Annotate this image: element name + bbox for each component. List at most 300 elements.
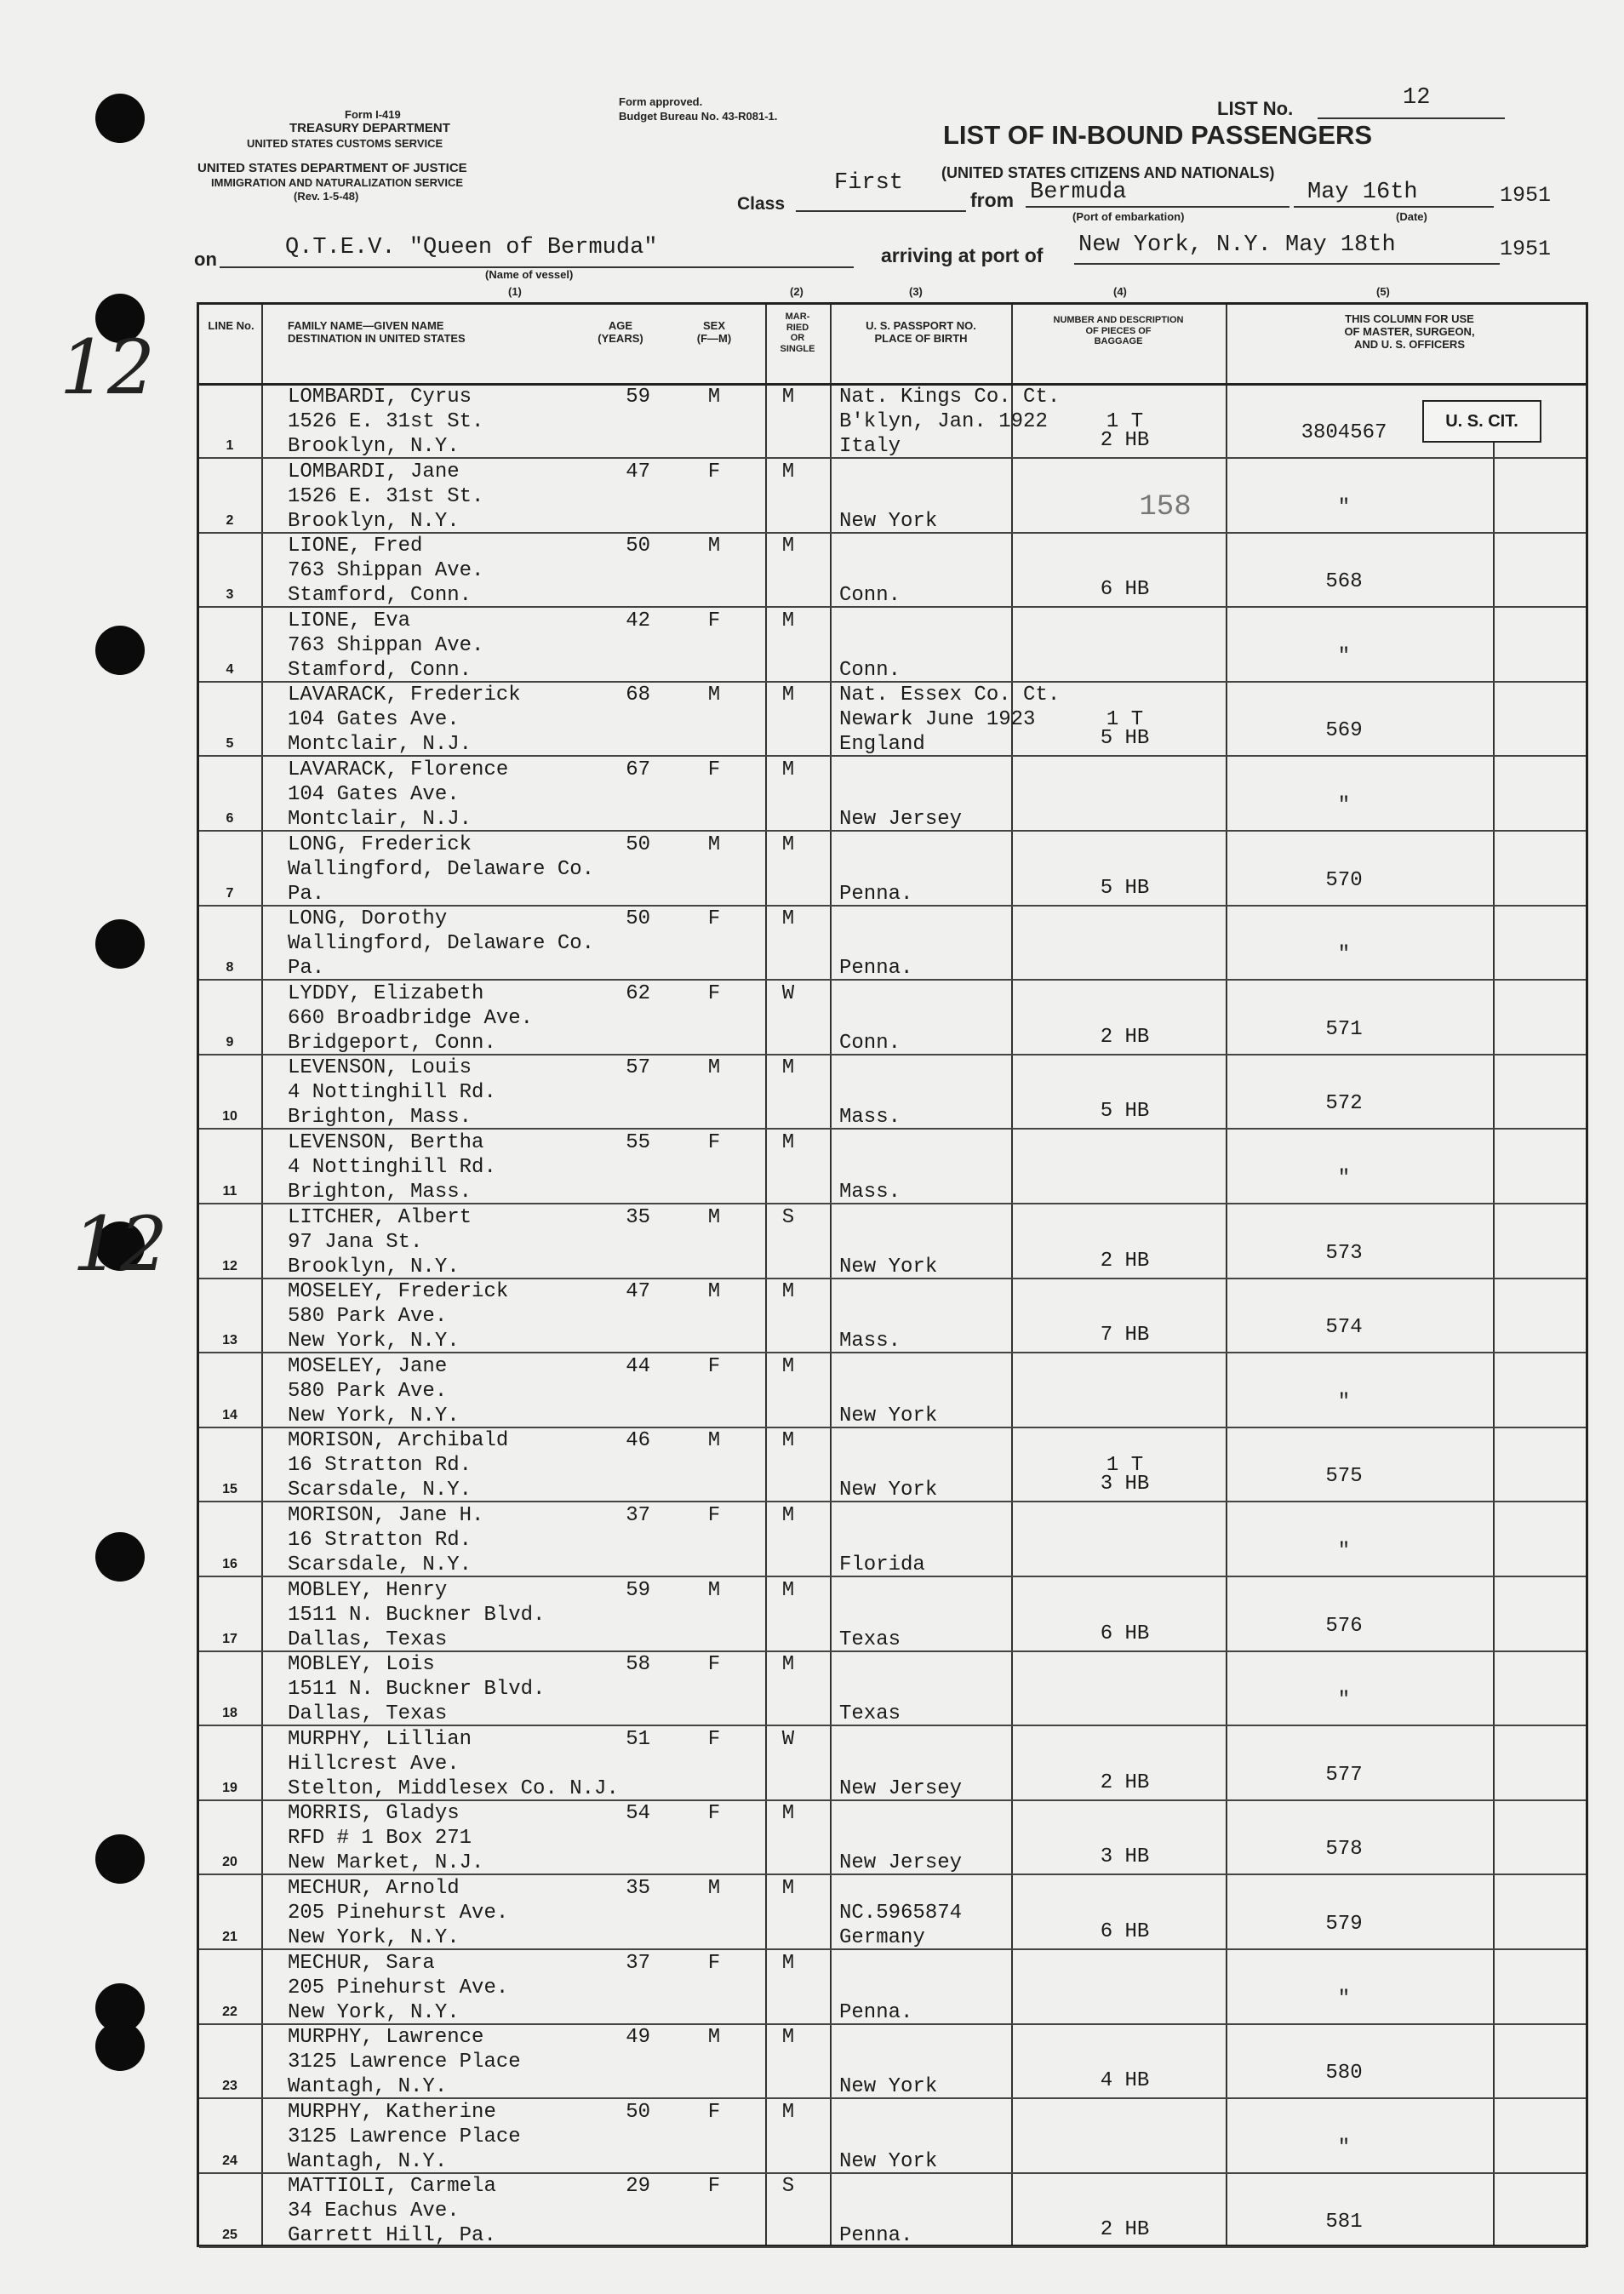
margin-note-list-number: 12 [60,323,155,411]
marital-status: S [781,1205,795,1229]
sex-value: M [707,1429,721,1453]
officer-entry: 568 [1325,570,1363,594]
table-row [199,607,1586,683]
list-no-value: 12 [1403,85,1431,111]
sex-value: F [707,1727,721,1751]
age-value: 50 [626,907,650,931]
treasury-dept: TREASURY DEPARTMENT [289,121,450,135]
street-address: 97 Jana St. [288,1230,423,1254]
passenger-name: MURPHY, Lillian [288,1727,472,1751]
baggage-count: 3 HB [1100,1845,1150,1869]
marital-status: M [781,1951,795,1975]
baggage-count: 2 HB [1100,1249,1150,1273]
street-address: 3125 Lawrence Place [288,2125,521,2148]
sex-value: F [707,460,721,483]
arriving-label: arriving at port of [881,244,1044,266]
baggage-count: 2 HB [1100,1025,1150,1049]
passenger-name: MECHUR, Sara [288,1951,435,1975]
officer-entry: 569 [1325,719,1363,743]
table-row [199,458,1586,534]
from-value: Bermuda [1030,180,1127,205]
destination-city: Pa. [288,882,325,906]
vessel-caption: (Name of vessel) [485,268,574,281]
marital-status: M [781,609,795,632]
officer-entry: 578 [1325,1838,1363,1862]
officer-entry: 3804567 [1301,421,1387,444]
officer-entry: " [1337,495,1351,519]
customs-service: UNITED STATES CUSTOMS SERVICE [247,137,443,150]
table-row [199,1129,1586,1204]
line-number: 14 [222,1407,237,1422]
justice-dept: UNITED STATES DEPARTMENT OF JUSTICE [197,161,467,175]
place-of-birth: New York [839,2149,938,2173]
destination-city: Scarsdale, N.Y. [288,1479,472,1502]
baggage-count: 7 HB [1100,1324,1150,1347]
destination-city: Dallas, Texas [288,1702,448,1726]
departure-year: 1951 [1500,183,1552,208]
sex-value: F [707,1354,721,1378]
marital-status: W [781,1727,795,1751]
passenger-name: MURPHY, Katherine [288,2100,496,2124]
marital-status: M [781,1578,795,1602]
table-row [199,2172,1586,2248]
header-officers: THIS COLUMN FOR USE OF MASTER, SURGEON, AND U. S. OFFICERS [1344,312,1475,351]
age-value: 37 [626,1504,650,1527]
table-row [199,532,1586,608]
date-caption: (Date) [1396,210,1427,223]
line-number: 20 [222,1855,237,1870]
place-of-birth: New York [839,1404,938,1427]
age-value: 59 [626,386,650,409]
officer-entry: 580 [1325,2062,1363,2085]
page-subtitle: (UNITED STATES CITIZENS AND NATIONALS) [941,164,1275,181]
budget-bureau: Budget Bureau No. 43-R081-1. [619,110,778,123]
street-address: 763 Shippan Ave. [288,633,484,657]
officer-entry: " [1337,943,1351,967]
binder-hole [95,94,145,143]
line-number: 15 [222,1482,237,1497]
street-address: Wallingford, Delaware Co. [288,857,595,881]
passenger-name: LONG, Dorothy [288,907,448,931]
passenger-name: LEVENSON, Bertha [288,1131,484,1154]
col-number-5: (5) [1376,285,1390,298]
marital-status: M [781,1877,795,1900]
table-row [199,1353,1586,1428]
table-row [199,1874,1586,1950]
from-label: from [970,189,1015,211]
marital-status: M [781,1056,795,1080]
place-of-birth: Florida [839,1553,925,1576]
age-value: 67 [626,758,650,781]
destination-city: Brooklyn, N.Y. [288,1255,460,1279]
form-number: Form I-419 [345,108,401,121]
line-number: 3 [226,587,234,603]
line-number: 17 [222,1631,237,1646]
marital-status: M [781,1504,795,1527]
age-value: 54 [626,1802,650,1826]
marital-status: M [781,832,795,856]
destination-city: Brighton, Mass. [288,1181,472,1204]
sex-value: M [707,535,721,558]
street-address: 763 Shippan Ave. [288,559,484,583]
sex-value: F [707,2100,721,2124]
line-number: 12 [222,1258,237,1273]
header-sex: SEX (F—M) [696,319,732,345]
marital-status: M [781,1653,795,1677]
marital-status: S [781,2175,795,2199]
arrival-value: New York, N.Y. May 18th [1078,232,1396,258]
table-row [199,1949,1586,2025]
table-row [199,2098,1586,2174]
col-number-4: (4) [1113,285,1127,298]
destination-city: New York, N.Y. [288,1330,460,1353]
marital-status: M [781,460,795,483]
sex-value: M [707,1205,721,1229]
passenger-name: LITCHER, Albert [288,1205,472,1229]
page-title: LIST OF IN-BOUND PASSENGERS [943,120,1373,150]
street-address: 104 Gates Ave. [288,708,460,732]
sex-value: F [707,907,721,931]
place-of-birth: Mass. [839,1330,901,1353]
marital-status: M [781,2100,795,2124]
place-of-birth: Texas [839,1628,901,1651]
baggage-count: 2 HB [1100,429,1150,452]
table-row [199,681,1586,757]
baggage-count: 6 HB [1100,1920,1150,1943]
sex-value: F [707,609,721,632]
street-address: 580 Park Ave. [288,1305,448,1329]
destination-city: Brooklyn, N.Y. [288,509,460,533]
table-header [199,305,1586,386]
table-row [199,1054,1586,1130]
baggage-count: 6 HB [1100,1622,1150,1645]
passenger-name: LOMBARDI, Cyrus [288,386,472,409]
street-address: RFD # 1 Box 271 [288,1827,472,1851]
sex-value: F [707,1951,721,1975]
binder-hole [95,919,145,969]
passport-info: Nat. Essex Co. Ct. [839,684,1061,707]
passport-info: B'klyn, Jan. 1922 [839,410,1048,433]
sex-value: M [707,832,721,856]
class-value: First [834,170,904,196]
passenger-name: MOSELEY, Frederick [288,1280,509,1304]
place-of-birth: Penna. [839,957,913,981]
passenger-name: MORRIS, Gladys [288,1802,460,1826]
street-address: 3125 Lawrence Place [288,2051,521,2074]
line-number: 10 [222,1109,237,1124]
street-address: 205 Pinehurst Ave. [288,1902,509,1925]
age-value: 29 [626,2175,650,2199]
marital-status: M [781,684,795,707]
line-number: 1 [226,438,234,453]
street-address: 205 Pinehurst Ave. [288,1976,509,1999]
destination-city: Brooklyn, N.Y. [288,435,460,458]
header-passport: U. S. PASSPORT NO. PLACE OF BIRTH [866,319,976,345]
street-address: 16 Stratton Rd. [288,1529,472,1552]
vessel-name: Q.T.E.V. "Queen of Bermuda" [285,235,658,260]
officer-entry: 571 [1325,1017,1363,1041]
baggage-count: 1 T [1106,1454,1144,1478]
table-row [199,1799,1586,1875]
age-value: 44 [626,1354,650,1378]
age-value: 62 [626,981,650,1005]
destination-city: Pa. [288,957,325,981]
table-row [199,2023,1586,2099]
passenger-name: MECHUR, Arnold [288,1877,460,1900]
table-row [199,1650,1586,1726]
passenger-name: MOBLEY, Henry [288,1578,448,1602]
destination-city: Montclair, N.J. [288,733,472,757]
baggage-count: 3 HB [1100,1473,1150,1496]
destination-city: Dallas, Texas [288,1628,448,1651]
place-of-birth: New York [839,509,938,533]
destination-city: New Market, N.J. [288,1851,484,1875]
street-address: 104 Gates Ave. [288,783,460,806]
sex-value: M [707,684,721,707]
age-value: 55 [626,1131,650,1154]
sex-value: F [707,2175,721,2199]
passenger-name: LIONE, Fred [288,535,423,558]
date-value: May 16th [1307,180,1418,205]
place-of-birth: Conn. [839,584,901,608]
street-address: Hillcrest Ave. [288,1752,460,1776]
marital-status: M [781,1429,795,1453]
officer-entry: " [1337,1390,1351,1414]
col-number-2: (2) [790,285,803,298]
line-number: 13 [222,1333,237,1348]
officer-entry: 581 [1325,2211,1363,2234]
officer-entry: 576 [1325,1614,1363,1638]
sex-value: M [707,1877,721,1900]
list-no-label: LIST No. [1217,98,1294,119]
destination-city: Wantagh, N.Y. [288,2149,448,2173]
ins-service: IMMIGRATION AND NATURALIZATION SERVICE [211,176,464,189]
street-address: 1511 N. Buckner Blvd. [288,1603,546,1627]
destination-city: Stamford, Conn. [288,584,472,608]
line-number: 25 [222,2228,237,2243]
line-number: 24 [222,2153,237,2168]
age-value: 50 [626,2100,650,2124]
marital-status: M [781,535,795,558]
officer-entry: " [1337,644,1351,668]
street-address: 34 Eachus Ave. [288,2200,460,2223]
officer-entry: " [1337,794,1351,817]
age-value: 51 [626,1727,650,1751]
age-value: 50 [626,832,650,856]
list-no-line [1318,117,1505,119]
sex-value: M [707,2026,721,2050]
officer-entry: 575 [1325,1465,1363,1489]
binder-hole [95,1532,145,1582]
marital-status: M [781,1131,795,1154]
street-address: 580 Park Ave. [288,1379,448,1403]
line-number: 23 [222,2079,237,2094]
place-of-birth: New Jersey [839,1776,963,1800]
us-citizen-stamp: U. S. CIT. [1422,400,1541,443]
passenger-name: MORISON, Jane H. [288,1504,484,1527]
marital-status: M [781,1354,795,1378]
header-baggage: NUMBER AND DESCRIPTION OF PIECES OF BAGGAGE [1053,315,1184,347]
street-address: 1526 E. 31st St. [288,410,484,433]
marital-status: M [781,2026,795,2050]
baggage-count: 4 HB [1100,2069,1150,2093]
passenger-name: LYDDY, Elizabeth [288,981,484,1005]
place-of-birth: New York [839,1255,938,1279]
baggage-count: 5 HB [1100,727,1150,751]
header-married: MAR- RIED OR SINGLE [780,312,815,354]
place-of-birth: Germany [839,1926,925,1949]
officer-entry: " [1337,1540,1351,1563]
table-row [199,1427,1586,1502]
line-number: 2 [226,512,234,528]
passport-info: Nat. Kings Co. Ct. [839,386,1061,409]
arrival-year: 1951 [1500,237,1552,261]
sex-value: F [707,1131,721,1154]
place-of-birth: Conn. [839,1031,901,1055]
age-value: 59 [626,1578,650,1602]
passport-info: NC.5965874 [839,1902,963,1925]
line-number: 4 [226,661,234,677]
line-number: 5 [226,736,234,752]
passenger-name: MOSELEY, Jane [288,1354,448,1378]
marital-status: M [781,907,795,931]
destination-city: New York, N.Y. [288,1404,460,1427]
line-number: 11 [222,1184,237,1198]
place-of-birth: New York [839,2075,938,2099]
destination-city: Scarsdale, N.Y. [288,1553,472,1576]
place-of-birth: Penna. [839,882,913,906]
place-of-birth: Penna. [839,2224,913,2248]
passenger-name: MOBLEY, Lois [288,1653,435,1677]
officer-entry: " [1337,1167,1351,1190]
officer-entry: " [1337,1987,1351,2011]
table-row [199,756,1586,832]
age-value: 58 [626,1653,650,1677]
age-value: 35 [626,1877,650,1900]
table-row [199,980,1586,1055]
place-of-birth: Conn. [839,658,901,682]
street-address: 1526 E. 31st St. [288,484,484,508]
header-line-no: LINE No. [208,319,254,332]
destination-city: New York, N.Y. [288,1926,460,1949]
line-number: 9 [226,1034,234,1050]
binder-hole [95,2022,145,2071]
passport-info: Newark June 1923 [839,708,1036,732]
header-age: AGE (YEARS) [598,319,643,345]
line-number: 7 [226,885,234,901]
passenger-table [197,302,1588,2247]
street-address: 4 Nottinghill Rd. [288,1156,496,1179]
line-number: 18 [222,1706,237,1721]
street-address: 1511 N. Buckner Blvd. [288,1678,546,1702]
table-row [199,1725,1586,1801]
class-line [796,210,966,212]
marital-status: M [781,1280,795,1304]
margin-note-list-number: 12 [72,1200,168,1288]
passenger-name: LAVARACK, Frederick [288,684,521,707]
table-row [199,905,1586,981]
destination-city: Stamford, Conn. [288,658,472,682]
sex-value: M [707,1280,721,1304]
place-of-birth: New York [839,1479,938,1502]
place-of-birth: Italy [839,435,901,458]
destination-city: Brighton, Mass. [288,1106,472,1130]
sex-value: F [707,981,721,1005]
col-number-1: (1) [508,285,522,298]
line-number: 8 [226,960,234,975]
marital-status: M [781,758,795,781]
officer-entry: 574 [1325,1316,1363,1340]
form-approved: Form approved. [619,95,703,108]
place-of-birth: Texas [839,1702,901,1726]
street-address: 16 Stratton Rd. [288,1454,472,1478]
table-row [199,1576,1586,1652]
passenger-name: MORISON, Archibald [288,1429,509,1453]
header-name: FAMILY NAME—GIVEN NAME DESTINATION IN UNITED STATES [288,319,466,345]
destination-city: Garrett Hill, Pa. [288,2224,496,2248]
marital-status: W [781,981,795,1005]
binder-hole [95,1834,145,1884]
sex-value: F [707,1802,721,1826]
officer-entry: 577 [1325,1763,1363,1787]
officer-entry: " [1337,2136,1351,2160]
line-number: 6 [226,811,234,826]
class-label: Class [737,194,786,214]
marital-status: M [781,1802,795,1826]
passenger-name: LOMBARDI, Jane [288,460,460,483]
line-number: 21 [222,1930,237,1944]
baggage-count: 6 HB [1100,578,1150,602]
age-value: 42 [626,609,650,632]
officer-entry: 570 [1325,868,1363,892]
street-address: Wallingford, Delaware Co. [288,932,595,956]
baggage-count: 5 HB [1100,1100,1150,1124]
passenger-name: MATTIOLI, Carmela [288,2175,496,2199]
age-value: 47 [626,1280,650,1304]
officer-entry: 572 [1325,1092,1363,1116]
arrival-line [1074,263,1500,265]
baggage-count: 1 T [1106,410,1144,433]
col-number-3: (3) [909,285,923,298]
from-line [1026,206,1289,208]
sex-value: F [707,1504,721,1527]
table-row [199,1204,1586,1279]
place-of-birth: Penna. [839,2000,913,2024]
from-caption: (Port of embarkation) [1072,210,1185,223]
sex-value: F [707,1653,721,1677]
age-value: 68 [626,684,650,707]
baggage-count: 2 HB [1100,2218,1150,2242]
officer-entry: " [1337,1689,1351,1713]
age-value: 35 [626,1205,650,1229]
form-revision: (Rev. 1-5-48) [294,190,359,203]
age-value: 37 [626,1951,650,1975]
table-row [199,831,1586,907]
place-of-birth: Mass. [839,1181,901,1204]
table-row [199,383,1586,459]
table-row [199,1502,1586,1577]
binder-hole [95,626,145,675]
street-address: 4 Nottinghill Rd. [288,1081,496,1105]
baggage-count: 1 T [1106,708,1144,732]
sex-value: M [707,1578,721,1602]
baggage-count: 2 HB [1100,1771,1150,1794]
on-label: on [194,249,217,270]
destination-city: Stelton, Middlesex Co. N.J. [288,1776,619,1800]
place-of-birth: Mass. [839,1106,901,1130]
passenger-name: LAVARACK, Florence [288,758,509,781]
officer-entry: 579 [1325,1913,1363,1936]
